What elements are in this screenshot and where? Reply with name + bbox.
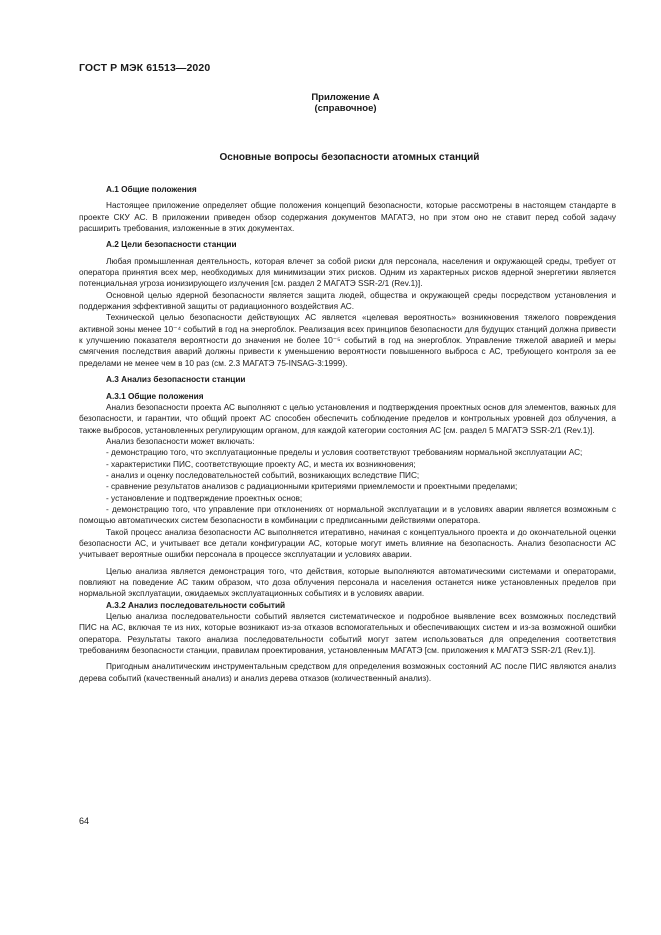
section-a31-paragraph-1: Анализ безопасности проекта АС выполняют с целью установления и подтверждения проектных основ для элементов, важных для безопасности, и гарантии, что общий проект АС способен обеспечить соблюдение пределов и контрольных уровней доз облучения, а также выбросов, установленных регулирующим органом, для каждой категории состояния АС [см. раздел 5 МАГАТЭ SSR-2/1 (Rev.1)]. — [79, 402, 616, 435]
section-a2-heading: А.2 Цели безопасности станции — [106, 240, 237, 250]
document-title: Основные вопросы безопасности атомных станций — [219, 152, 480, 163]
standard-header: ГОСТ Р МЭК 61513—2020 — [79, 62, 211, 74]
list-item: - сравнение результатов анализов с радиационными критериями приемлемости и проектными пределами; — [106, 482, 518, 492]
section-a1-heading: А.1 Общие положения — [106, 185, 197, 194]
section-a31-heading: А.3.1 Общие положения — [106, 391, 204, 401]
section-a1-paragraph: Настоящее приложение определяет общие положения концепций безопасности, которые рассмотрены в настоящем стандарте в проекте СКУ АС. В приложении приведен обзор содержания документов МАГАТЭ, но при этом оно не ставит перед собой задачу расширить требования, изложенные в этих документах. — [79, 201, 616, 234]
list-item: - демонстрацию того, что эксплуатационные пределы и условия соответствуют требованиям нормальной эксплуатации АС; — [106, 448, 583, 458]
page-number: 64 — [79, 816, 90, 826]
section-a32-paragraph-2: Пригодным аналитическим инструментальным средством для определения возможных состояний АС после ПИС являются анализ дерева событий (качественный анализ) и анализ дерева отказов (количественный анализ). — [79, 662, 616, 683]
list-item: - установление и подтверждение проектных основ; — [106, 493, 303, 503]
appendix-heading — [0, 92, 661, 114]
appendix-title: Приложение А — [311, 92, 380, 103]
appendix-subtitle: (справочное) — [314, 103, 377, 114]
list-item: - анализ и оценку последовательностей событий, возникающих вследствие ПИС; — [106, 470, 420, 480]
section-a31-paragraph-3: Такой процесс анализа безопасности АС выполняется итеративно, начиная с концептуального проекта и до окончательной оценки безопасности АС, и учитывает все детали конфигурации АС, которые могут иметь влияние на безопасность. Анализ безопасности АС учитывает вероятные ошибки персонала в процессе эксплуатации и условиях аварии. — [79, 527, 616, 560]
section-a3-heading: А.3 Анализ безопасности станции — [106, 375, 246, 385]
list-item: - демонстрацию того, что управление при отклонениях от нормальной эксплуатации и в условиях аварии является возможным с помощью автоматических систем безопасности в комбинации с предписанными действиями оператора. — [79, 504, 616, 526]
section-a31-paragraph-2: Анализ безопасности может включать: — [106, 436, 255, 446]
section-a32-heading: А.3.2 Анализ последовательности событий — [106, 600, 286, 610]
section-a32-paragraph-1: Целью анализа последовательности событий является систематическое и подробное выявление всех возможных последствий ПИС на АС, включая те из них, которые возникают из-за отказов вспомогательных и обеспечивающих систем и из-за возможной ошибки оператора. Результаты такого анализа последовательности событий могут затем использоваться для определения соответствия требованиям безопасности станции, правилам проектирования, установленным МАГАТЭ [см. приложения к МАГАТЭ SSR-2/1 (Rev.1)]. — [79, 612, 616, 656]
document-body — [79, 184, 616, 684]
section-a2-paragraph-2: Основной целью ядерной безопасности является защита людей, общества и окружающей среды посредством установления и поддержания эффективной защиты от радиационного воздействия АС. — [79, 290, 616, 312]
section-a31-paragraph-4: Целью анализа является демонстрация того, что действия, которые выполняются автоматическими системами и операторами, повлияют на поведение АС таким образом, что доза облучения персонала и населения останется ниже установленных пределов при нормальной эксплуатации, ожидаемых эксплуатационных событиях и в условиях аварии. — [79, 566, 616, 599]
section-a2-paragraph-3: Технической целью безопасности действующих АС является «целевая вероятность» возникновения тяжелого повреждения активной зоны менее 10⁻⁴ событий в год на энергоблок. Реализация всех принципов безопасности для будущих станций должна привести к улучшению показателя вероятности до значения не более 10⁻⁵ событий в год на энергоблок. Управление тяжелой аварией и меры смягчения последствия аварий должны привести к уменьшению вероятности повышенного выброса с АС, требующего контроля за ее пределами не менее чем в 10 раз (см. 2.3 МАГАТЭ 75-INSAG-3:1999). — [79, 313, 616, 368]
list-item: - характеристики ПИС, соответствующие проекту АС, и места их возникновения; — [106, 459, 416, 469]
section-a2-paragraph-1: Любая промышленная деятельность, которая влечет за собой риски для персонала, населения и окружающей среды, требует от оператора принятия всех мер, необходимых для минимизации этих рисков. Одним из характерных рисков ядерной энергетики является потенциальная угроза ионизирующего излучения [см. раздел 2 МАГАТЭ SSR-2/1 (Rev.1)]. — [79, 256, 616, 289]
